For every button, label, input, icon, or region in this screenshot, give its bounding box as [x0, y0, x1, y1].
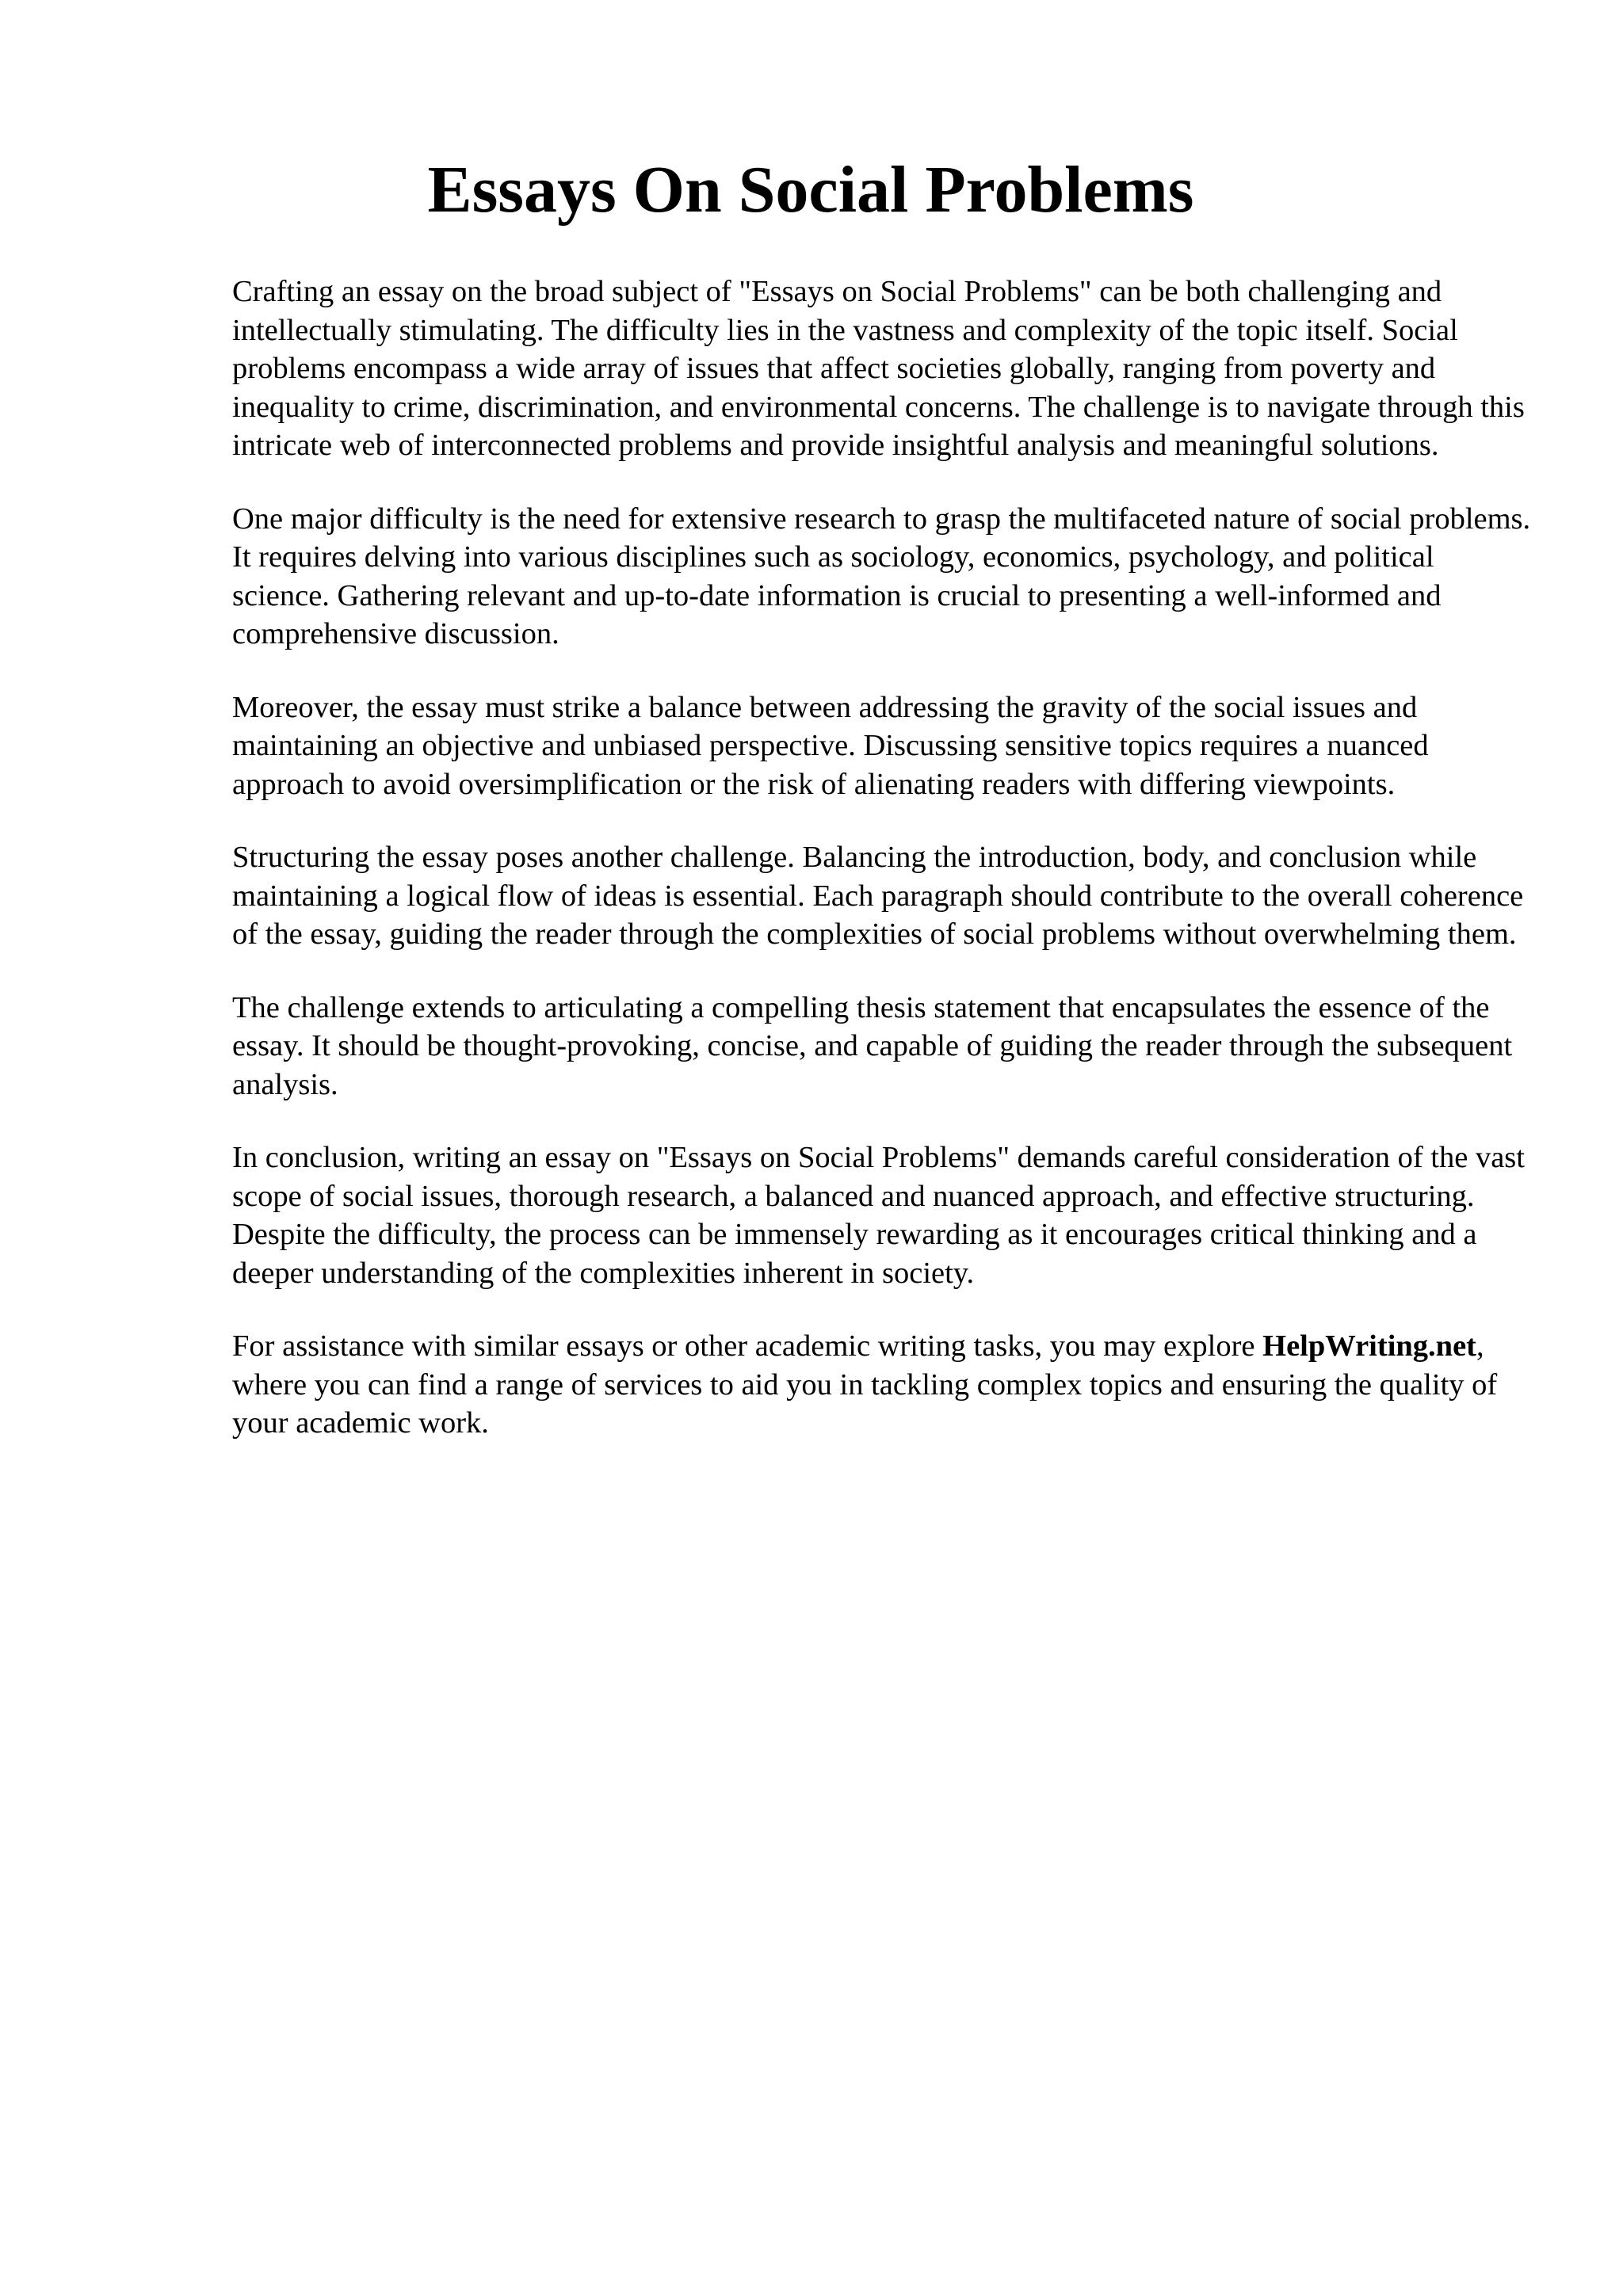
closing-text-after: , where you can find a range of services to aid you in tackling complex topics and ensuring the quality of your academic work. — [232, 1329, 1498, 1440]
page-title: Essays On Social Problems — [427, 153, 1194, 227]
paragraph-research: One major difficulty is the need for extensive research to grasp the multifaceted nature of social problems. It requires delving into various disciplines such as sociology, economics, psychology, and political science. Gathering relevant and up-to-date information is crucial to presenting a well-informed and comprehensive discussion. — [232, 502, 1531, 650]
paragraph-thesis: The challenge extends to articulating a compelling thesis statement that encapsulates the essence of the essay. It should be thought-provoking, concise, and capable of guiding the reader through the subsequent analysis. — [232, 990, 1513, 1101]
brand-name: HelpWriting.net — [1262, 1329, 1476, 1363]
paragraph-closing — [232, 1327, 1532, 1443]
closing-text-before: For assistance with similar essays or other academic writing tasks, you may explore — [232, 1329, 1263, 1363]
paragraph-balance: Moreover, the essay must strike a balance between addressing the gravity of the social issues and maintaining an objective and unbiased perspective. Discussing sensitive topics requires a nuanced approach to avoid oversimplification or the risk of alienating readers with differing viewpoints. — [232, 690, 1429, 801]
paragraph-conclusion: In conclusion, writing an essay on "Essays on Social Problems" demands careful consideration of the vast scope of social issues, thorough research, a balanced and nuanced approach, and effective structuring. Despite the difficulty, the process can be immensely rewarding as it encourages critical thinking and a deeper understanding of the complexities inherent in society. — [232, 1141, 1525, 1290]
document-body — [232, 151, 1532, 1478]
paragraph-intro: Crafting an essay on the broad subject of "Essays on Social Problems" can be both challenging and intellectually stimulating. The difficulty lies in the vastness and complexity of the topic itself. Social problems encompass a wide array of issues that affect societies globally, ranging from poverty and inequality to crime, discrimination, and environmental concerns. The challenge is to navigate through this intricate web of interconnected problems and provide insightful analysis and meaningful solutions. — [232, 275, 1525, 462]
paragraph-structure: Structuring the essay poses another challenge. Balancing the introduction, body, and conclusion while maintaining a logical flow of ideas is essential. Each paragraph should contribute to the overall coherence of the essay, guiding the reader through the complexities of social problems without overwhelming them. — [232, 841, 1524, 951]
